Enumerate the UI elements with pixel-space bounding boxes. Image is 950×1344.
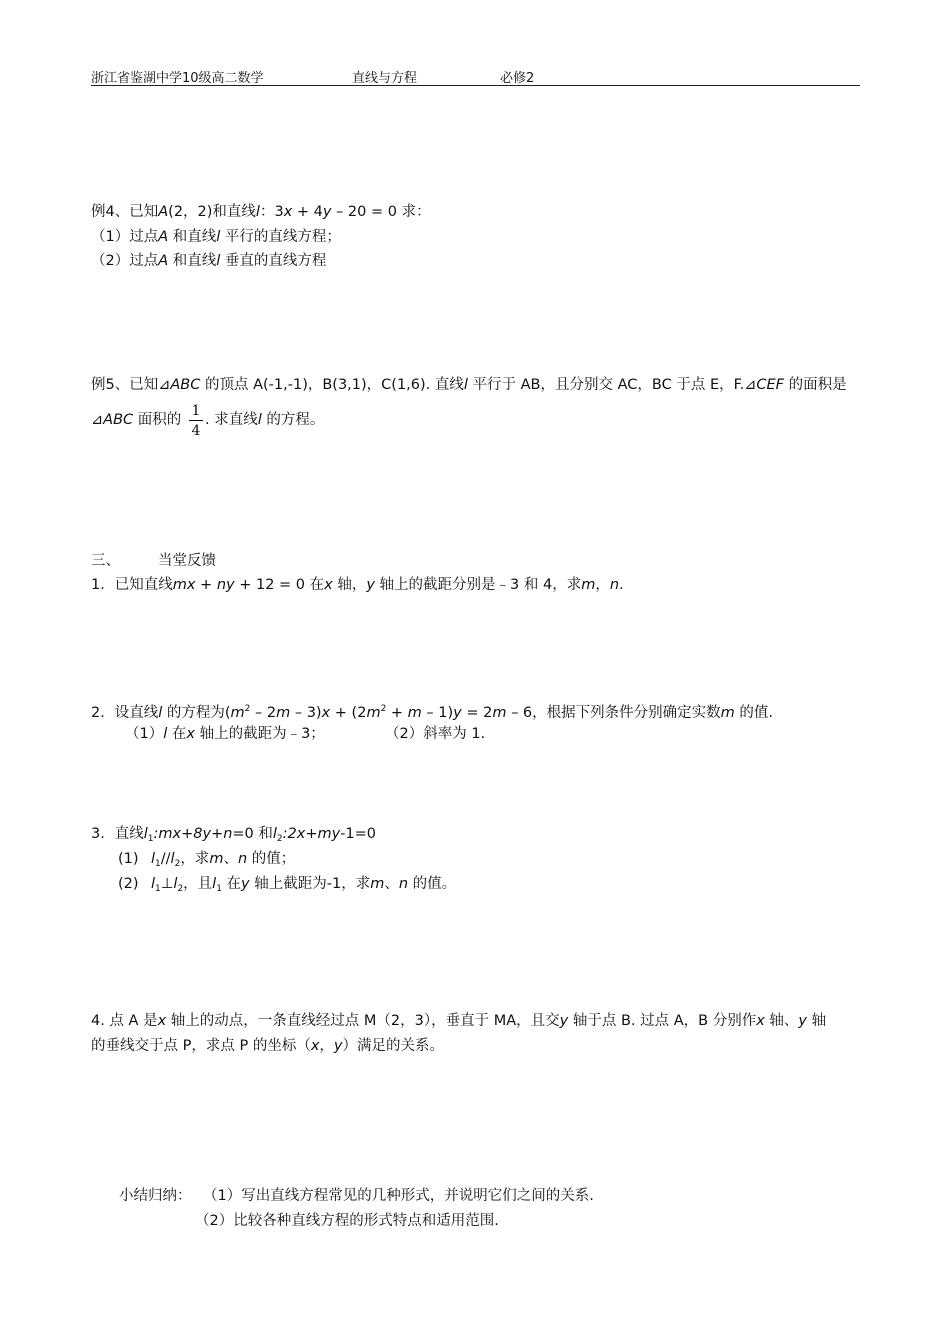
header-topic: 直线与方程: [352, 71, 418, 86]
problem-4-line-2: 的垂线交于点 P，求点 P 的坐标（x，y）满足的关系。: [91, 1038, 445, 1054]
problem-3-sub-1-number: (1): [118, 851, 139, 867]
header-book: 必修2: [500, 71, 535, 86]
example-4-line-3: （2）过点A 和直线l 垂直的直线方程: [91, 253, 327, 269]
example-4-line-2: （1）过点A 和直线l 平行的直线方程；: [91, 229, 341, 245]
problem-1: 1．已知直线mx + ny + 12 = 0 在x 轴，y 轴上的截距分别是﹣3 和 4，求m，n.: [91, 577, 624, 593]
problem-2-sub-2: （2）斜率为 1.: [385, 726, 486, 742]
example-5-line-2-end: . 求直线l 的方程。: [205, 412, 325, 428]
problem-2: 2．设直线l 的方程为$(m^2 - 2m - 3)x + (2m^2 + m - 1)y = 2m - 6$，根据下列条件分别确定实数m 的值.: [91, 704, 774, 721]
problem-3-sub-1: $l_1//l_2$，求m、n 的值；: [151, 851, 296, 869]
section-3-number: 三、: [91, 553, 120, 569]
section-3-title: 当堂反馈: [158, 553, 216, 569]
fraction-one-quarter: 1 4: [189, 403, 203, 439]
example-5-line-2: ⊿ABC 面积的: [91, 412, 182, 428]
summary-item-1: （1）写出直线方程常见的几种形式，并说明它们之间的关系.: [203, 1188, 594, 1204]
header-school: 浙江省鉴湖中学10级高二数学: [91, 71, 264, 86]
problem-3-sub-2-number: (2): [118, 876, 139, 892]
problem-2-sub-1: （1）l 在x 轴上的截距为﹣3；: [125, 726, 325, 742]
header-rule: [91, 85, 860, 86]
summary-item-2: （2）比较各种直线方程的形式特点和适用范围.: [195, 1213, 499, 1229]
example-4-line-1: 例4、已知A(2，2)和直线l：3x + 4y – 20 = 0 求：: [91, 204, 431, 220]
problem-4-line-1: 4. 点 A 是x 轴上的动点，一条直线经过点 M（2，3），垂直于 MA，且交y 轴于点 B. 过点 A，B 分别作x 轴、y 轴: [91, 1013, 827, 1029]
example-5-line-1: 例5、已知⊿ABC 的顶点 A(-1,-1)，B(3,1)，C(1,6). 直线l 平行于 AB，且分别交 AC，BC 于点 E，F.⊿CEF 的面积是: [91, 377, 847, 393]
problem-3: 3．直线$l_1:mx+8y+n=0$ 和$l_2:2x+my-1=0$: [91, 826, 377, 844]
problem-3-sub-2: $l_1\perp l_2$，且$l_1$ 在y 轴上截距为-1，求m、n 的值。: [151, 876, 457, 894]
summary-label: 小结归纳：: [119, 1188, 192, 1204]
